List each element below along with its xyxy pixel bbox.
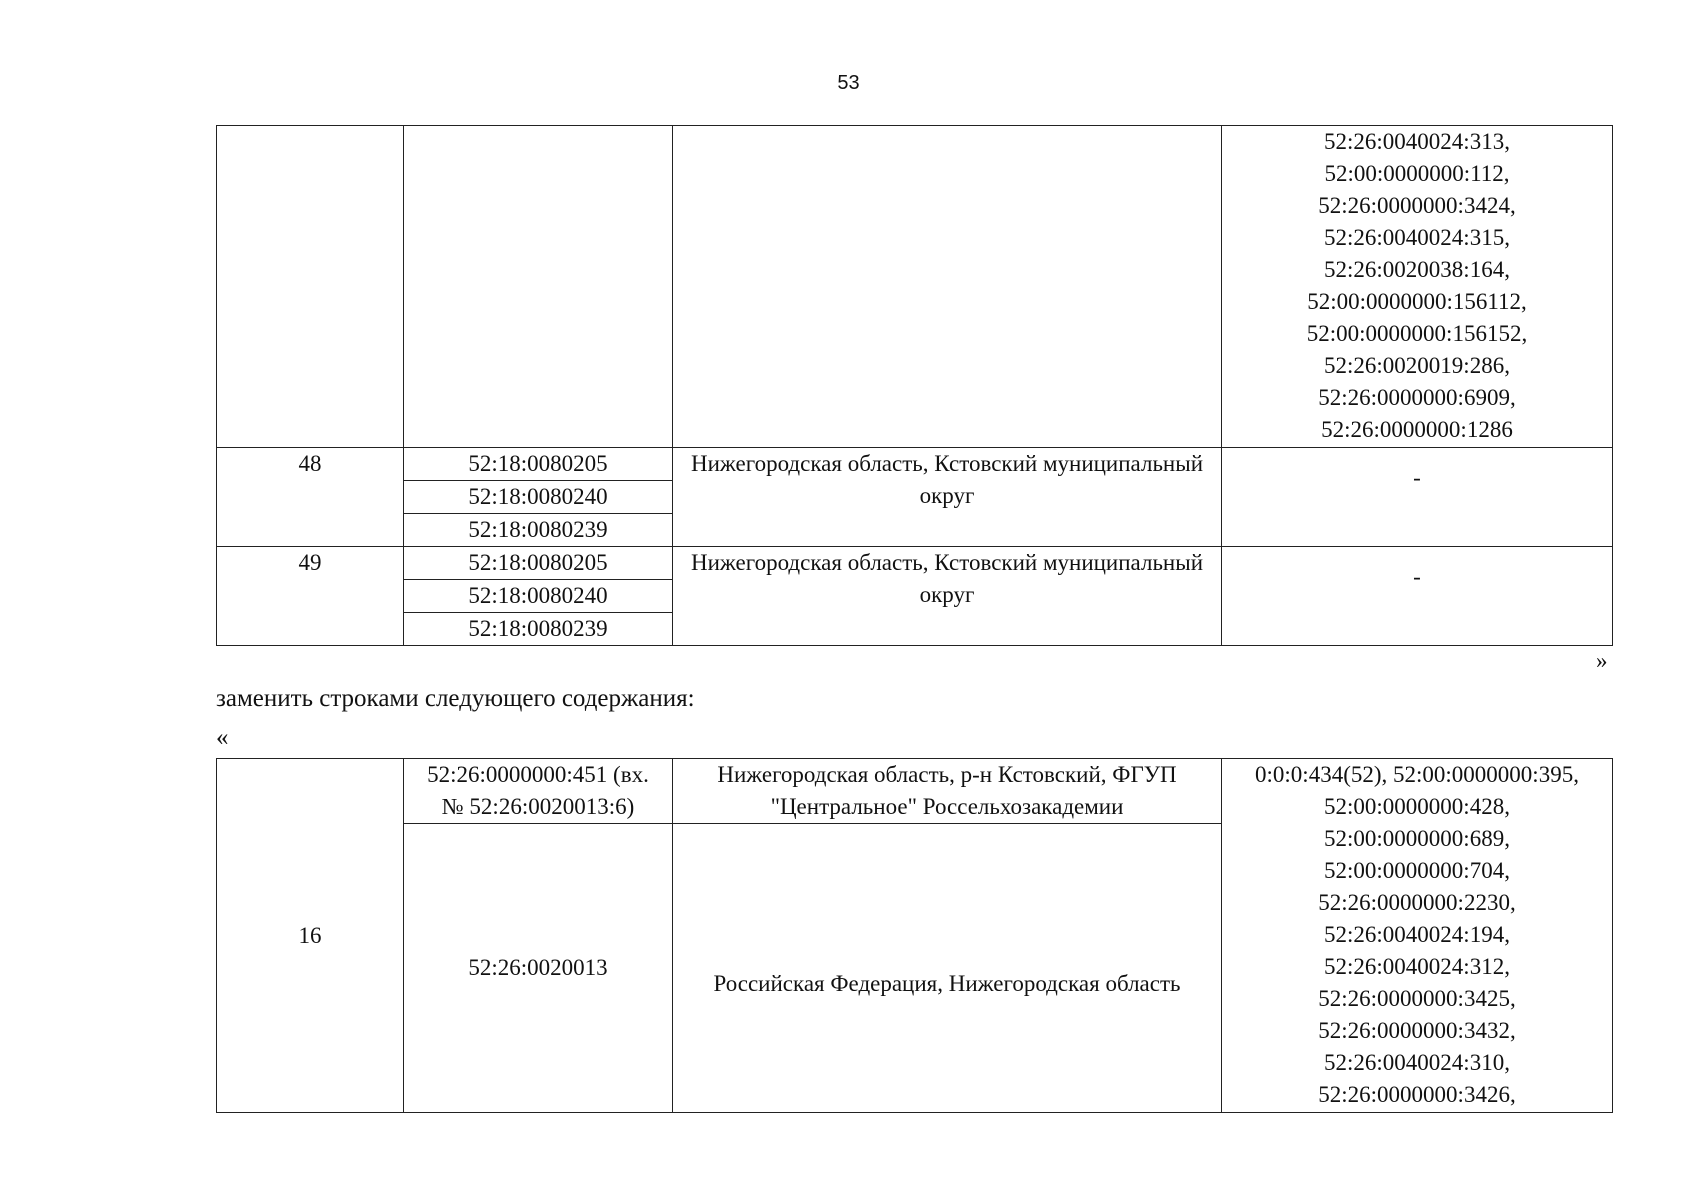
cadastral-list-cell xyxy=(1222,126,1613,448)
table-row xyxy=(217,126,1613,448)
page-number: 53 xyxy=(837,72,860,94)
location-cell: Российская Федерация, Нижегородская область xyxy=(673,824,1222,1113)
bottom-table xyxy=(216,758,1613,1113)
cadastral-number: 52:26:0000000:3432, xyxy=(1318,1018,1516,1043)
quarter-cell xyxy=(404,126,673,448)
cadastral-list-cell xyxy=(1222,759,1613,1113)
row-number-cell: 48 xyxy=(217,448,404,547)
table-row xyxy=(217,759,1613,824)
location-line: Нижегородская область, р-н Кстовский, ФГУП xyxy=(717,762,1177,787)
table-row xyxy=(217,448,1613,481)
cadastral-number: 52:26:0040024:194, xyxy=(1324,922,1510,947)
cadastral-number: 52:00:0000000:689, xyxy=(1324,826,1510,851)
cadastral-number: 52:00:0000000:428, xyxy=(1324,794,1510,819)
top-table xyxy=(216,125,1613,646)
location-line: "Центральное" Россельхозакадемии xyxy=(770,794,1124,819)
cadastral-number: 52:26:0040024:312, xyxy=(1324,954,1510,979)
quarter-cell: 52:18:0080205 xyxy=(404,448,673,481)
quarter-cell: 52:18:0080240 xyxy=(404,481,673,514)
location-cell xyxy=(673,126,1222,448)
quarter-line: 52:26:0000000:451 (вх. xyxy=(427,762,649,787)
opening-quote: « xyxy=(216,724,229,751)
cadastral-number: 52:00:0000000:704, xyxy=(1324,858,1510,883)
cadastral-number: 52:26:0000000:3424, xyxy=(1318,193,1516,218)
location-cell: Нижегородская область, Кстовский муниципальный округ xyxy=(673,448,1222,547)
cadastral-number: 52:26:0000000:1286 xyxy=(1321,417,1513,442)
quarter-cell xyxy=(404,759,673,824)
location-cell xyxy=(673,759,1222,824)
cadastral-cell: - xyxy=(1222,547,1613,646)
cadastral-number: 52:26:0000000:3426, xyxy=(1318,1082,1516,1107)
row-number-cell: 16 xyxy=(217,759,404,1113)
closing-quote: » xyxy=(1596,648,1608,673)
location-cell: Нижегородская область, Кстовский муниципальный округ xyxy=(673,547,1222,646)
cadastral-number: 52:26:0040024:313, xyxy=(1324,129,1510,154)
row-number-cell: 49 xyxy=(217,547,404,646)
cadastral-number: 52:26:0040024:310, xyxy=(1324,1050,1510,1075)
cadastral-number: 0:0:0:434(52), 52:00:0000000:395, xyxy=(1255,762,1579,787)
cadastral-number: 52:26:0020019:286, xyxy=(1324,353,1510,378)
cadastral-number: 52:00:0000000:156112, xyxy=(1307,289,1527,314)
quarter-cell: 52:18:0080240 xyxy=(404,580,673,613)
cadastral-number: 52:00:0000000:112, xyxy=(1324,161,1510,186)
quarter-cell: 52:26:0020013 xyxy=(404,824,673,1113)
quarter-cell: 52:18:0080239 xyxy=(404,514,673,547)
cadastral-number: 52:26:0000000:2230, xyxy=(1318,890,1516,915)
intro-text: заменить строками следующего содержания: xyxy=(216,685,695,712)
quarter-cell: 52:18:0080239 xyxy=(404,613,673,646)
number-cell xyxy=(217,126,404,448)
cadastral-number: 52:00:0000000:156152, xyxy=(1306,321,1528,346)
cadastral-number: 52:26:0040024:315, xyxy=(1324,225,1510,250)
cadastral-number: 52:26:0020038:164, xyxy=(1324,257,1510,282)
cadastral-number: 52:26:0000000:6909, xyxy=(1318,385,1516,410)
cadastral-cell: - xyxy=(1222,448,1613,547)
quarter-cell: 52:18:0080205 xyxy=(404,547,673,580)
quarter-line: № 52:26:0020013:6) xyxy=(441,794,635,819)
cadastral-number: 52:26:0000000:3425, xyxy=(1318,986,1516,1011)
table-row xyxy=(217,547,1613,580)
